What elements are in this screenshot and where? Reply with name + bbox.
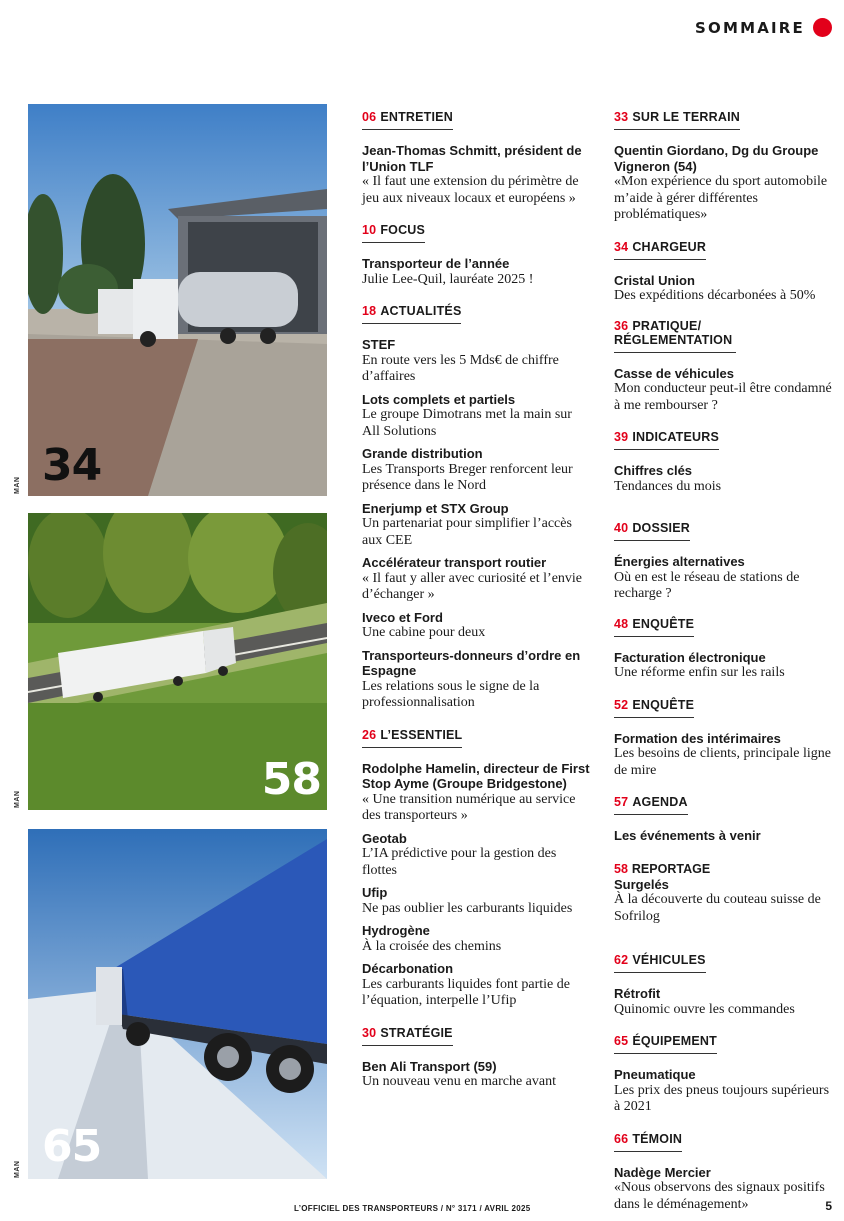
photo-credit: MAN [14, 790, 21, 808]
toc-item[interactable]: Transporteur de l’année Julie Lee-Quil, lauréate 2025 ! [362, 256, 534, 287]
toc-column-middle [362, 108, 592, 1097]
toc-item[interactable]: Quentin Giordano, Dg du Groupe Vigneron (54) «Mon expérience du sport automobile m’aide à gérer différentes problématiques» [614, 143, 828, 222]
toc-item[interactable]: Hydrogène À la croisée des chemins [362, 923, 502, 954]
toc-item[interactable]: Enerjump et STX Group Un partenariat pour simplifier l’accès aux CEE [362, 500, 572, 548]
toc-item[interactable]: Facturation électronique Une réforme enfin sur les rails [614, 649, 785, 680]
section-heading: 18 ACTUALITÉS [362, 304, 461, 324]
toc-item[interactable]: STEF En route vers les 5 Mds€ de chiffre d’affaires [362, 337, 559, 384]
section-heading: 06 ENTRETIEN [362, 110, 453, 130]
section-heading: 57 AGENDA [614, 795, 688, 815]
toc-item[interactable]: Geotab L’IA prédictive pour la gestion des flottes [362, 830, 557, 878]
section-heading: 30 STRATÉGIE [362, 1026, 453, 1046]
toc-item[interactable]: Grande distribution Les Transports Breger renforcent leur présence dans le Nord [362, 446, 573, 493]
toc-item[interactable]: Les événements à venir [614, 828, 761, 843]
photo-depot[interactable] [28, 104, 327, 496]
header [695, 18, 832, 37]
toc-section[interactable] [362, 1024, 592, 1091]
section-heading: 40 DOSSIER [614, 521, 690, 541]
section-heading: 48 ENQUÊTE [614, 617, 694, 637]
toc-section[interactable] [362, 221, 592, 288]
toc-section[interactable] [614, 696, 836, 780]
red-dot-icon [813, 18, 832, 37]
toc-item[interactable]: Ufip Ne pas oublier les carburants liquides [362, 885, 573, 916]
section-heading: 26 L’ESSENTIEL [362, 728, 462, 748]
section-heading: 34 CHARGEUR [614, 240, 706, 260]
page-title: SOMMAIRE [695, 18, 805, 37]
section-heading: 39 INDICATEURS [614, 430, 719, 450]
photo-page-number: 58 [261, 754, 321, 805]
toc-item[interactable]: Ben Ali Transport (59) Un nouveau venu en marche avant [362, 1058, 556, 1089]
toc-item[interactable]: Énergies alternatives Où en est le réseau de stations de recharge ? [614, 554, 800, 601]
toc-section[interactable] [614, 862, 836, 926]
toc-section[interactable] [614, 793, 836, 844]
toc-item[interactable]: Casse de véhicules Mon conducteur peut-il être condamné à me rembourser ? [614, 365, 832, 413]
footer [0, 1197, 844, 1213]
photo-truck-snow[interactable] [28, 829, 327, 1179]
section-heading: 62 VÉHICULES [614, 953, 706, 973]
publication-info: L’OFFICIEL DES TRANSPORTEURS / N° 3171 / AVRIL 2025 [294, 1204, 531, 1213]
toc-section[interactable] [614, 519, 836, 603]
toc-section[interactable] [362, 726, 592, 1010]
toc-item[interactable]: Iveco et Ford Une cabine pour deux [362, 609, 486, 640]
toc-section[interactable] [614, 951, 836, 1018]
photo-credit: MAN [14, 1160, 21, 1178]
toc-section[interactable] [614, 238, 836, 305]
toc-section[interactable] [614, 428, 836, 495]
toc-item[interactable]: Surgelés À la découverte du couteau suisse de Sofrilog [614, 876, 821, 924]
toc-section[interactable] [614, 1032, 836, 1116]
toc-section[interactable] [362, 302, 592, 712]
toc-item[interactable]: Formation des intérimaires Les besoins de clients, principale ligne de mire [614, 730, 831, 778]
section-heading: 33 SUR LE TERRAIN [614, 110, 740, 130]
section-heading: 52 ENQUÊTE [614, 698, 694, 718]
section-heading: 58 REPORTAGE [614, 861, 711, 876]
photo-credit: MAN [14, 476, 21, 494]
section-heading: 10 FOCUS [362, 223, 425, 243]
page-number: 5 [825, 1199, 832, 1213]
toc-item[interactable]: Transporteurs-donneurs d’ordre en Espagne Les relations sous le signe de la professionnalisation [362, 647, 581, 710]
toc-item[interactable]: Nadège Mercier «Nous observons des signaux positifs dans le déménagement» [614, 1164, 825, 1212]
toc-item[interactable]: Chiffres clés Tendances du mois [614, 463, 722, 494]
toc-section[interactable] [362, 108, 592, 207]
photo-page-number: 34 [42, 440, 102, 491]
section-heading: 65 ÉQUIPEMENT [614, 1034, 717, 1054]
toc-item[interactable]: Accélérateur transport routier « Il faut y aller avec curiosité et l’envie d’échanger » [362, 555, 583, 602]
toc-item[interactable]: Jean-Thomas Schmitt, président de l’Union TLF « Il faut une extension du périmètre de jeu aux niveaux locaux et européens » [362, 143, 582, 206]
toc-section[interactable] [614, 319, 836, 415]
toc-item[interactable]: Rodolphe Hamelin, directeur de First Stop Ayme (Groupe Bridgestone) « Une transition numérique au service des transporteurs » [362, 760, 590, 823]
toc-section[interactable] [614, 108, 836, 224]
photo-truck-road[interactable] [28, 513, 327, 810]
section-heading: 66 TÉMOIN [614, 1132, 682, 1152]
toc-item[interactable]: Décarbonation Les carburants liquides font partie de l’équation, interpelle l’Ufip [362, 961, 570, 1008]
toc-item[interactable]: Lots complets et partiels Le groupe Dimotrans met la main sur All Solutions [362, 391, 572, 439]
section-heading: 36 PRATIQUE/ RÉGLEMENTATION [614, 319, 736, 353]
photo-page-number: 65 [42, 1121, 102, 1172]
depot-photo-icon [28, 104, 327, 496]
toc-item[interactable]: Cristal Union Des expéditions décarbonées à 50% [614, 272, 816, 303]
toc-item[interactable]: Pneumatique Les prix des pneus toujours supérieurs à 2021 [614, 1067, 830, 1114]
toc-column-right [614, 108, 836, 1219]
toc-section[interactable] [614, 615, 836, 682]
toc-item[interactable]: Rétrofit Quinomic ouvre les commandes [614, 986, 795, 1017]
